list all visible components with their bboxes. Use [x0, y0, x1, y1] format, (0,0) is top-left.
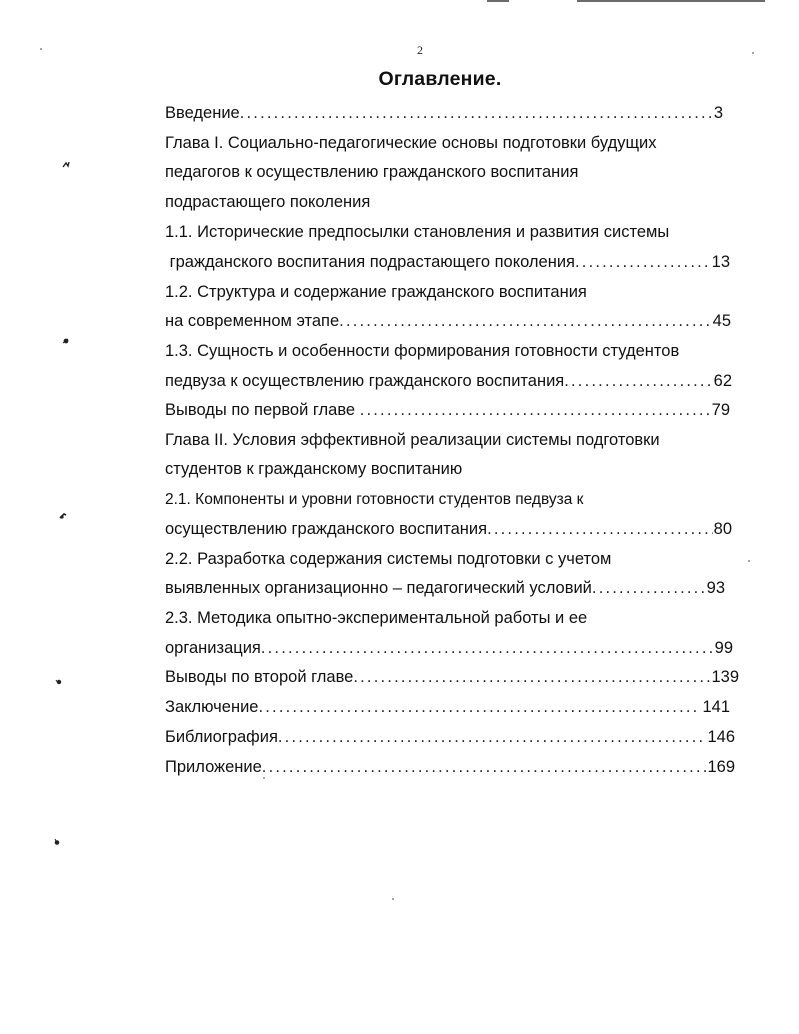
toc-appendix[interactable] — [165, 755, 735, 779]
toc-entry-text: Приложение — [165, 758, 262, 776]
binder-hole-mark-icon — [53, 838, 61, 846]
toc-entry-text: 2.1. Компоненты и уровни готовности студентов педвуза к — [165, 491, 584, 508]
toc-entry-page: 80 — [713, 520, 732, 538]
toc-section-2-3[interactable] — [165, 606, 745, 630]
toc-section-1-1-line — [165, 250, 730, 274]
toc-chapter-1-heading-line — [165, 160, 745, 184]
toc-section-2-2[interactable] — [165, 547, 745, 571]
toc-section-1-3[interactable] — [165, 339, 745, 363]
toc-entry-page: 141 — [702, 698, 730, 716]
toc-entry-text: на современном этапе — [165, 312, 340, 330]
binder-hole-mark-icon — [59, 512, 67, 520]
toc-entry-text: 2.3. Методика опытно-экспериментальной работы и ее — [165, 609, 588, 627]
toc-entry-page: 93 — [706, 579, 725, 597]
toc-entry-text: 2.2. Разработка содержания системы подготовки с учетом — [165, 550, 612, 568]
toc-entry-text: Глава I. Социально-педагогические основы подготовки будущих — [165, 134, 657, 152]
toc-conclusion[interactable] — [165, 695, 730, 719]
toc-conclusions-chapter-2[interactable] — [165, 665, 739, 689]
toc-dot-leader — [487, 517, 713, 541]
toc-chapter-1-heading-line — [165, 190, 745, 214]
toc-entry-page: 99 — [714, 639, 733, 657]
toc-entry-text: Выводы по первой главе — [165, 401, 360, 419]
toc-section-2-3-line — [165, 636, 733, 660]
toc-entry-page: 79 — [711, 401, 730, 419]
toc-entry-page: 13 — [711, 253, 730, 271]
toc-entry-text: Глава II. Условия эффективной реализации системы подготовки — [165, 431, 660, 449]
toc-section-2-1-line — [165, 517, 732, 541]
toc-dot-leader — [360, 398, 711, 422]
toc-entry-page: 169 — [707, 758, 735, 776]
toc-entry-text: подрастающего поколения — [165, 193, 371, 211]
page-number: 2 — [417, 43, 423, 57]
toc-dot-leader — [592, 576, 706, 600]
toc-entry-text: осуществлению гражданского воспитания — [165, 520, 488, 538]
toc-entry-text: выявленных организационно – педагогический условий — [165, 579, 592, 597]
toc-entry-text: Библиография — [165, 728, 278, 746]
toc-dot-leader — [278, 725, 707, 749]
toc-dot-leader — [339, 309, 711, 333]
toc-section-1-3-line — [165, 369, 732, 393]
toc-section-1-1[interactable] — [165, 220, 745, 244]
binder-hole-mark-icon — [62, 337, 70, 345]
toc-entry-text: гражданского воспитания подрастающего поколения — [165, 253, 575, 271]
toc-section-2-2-line — [165, 576, 725, 600]
toc-entry-page: 62 — [713, 372, 732, 390]
toc-entry-text: Введение — [165, 104, 240, 122]
toc-dot-leader — [240, 101, 713, 125]
toc-section-1-2[interactable] — [165, 280, 745, 304]
toc-bibliography[interactable] — [165, 725, 735, 749]
toc-entry-page: 45 — [712, 312, 731, 330]
toc-dot-leader — [261, 636, 714, 660]
toc-chapter-2-heading-line — [165, 457, 745, 481]
binder-hole-mark-icon — [62, 161, 70, 169]
binder-hole-mark-icon — [55, 678, 63, 686]
toc-entry-text: Заключение — [165, 698, 259, 716]
toc-entry-introduction[interactable] — [165, 101, 723, 125]
toc-chapter-1-heading[interactable] — [165, 131, 745, 155]
toc-entry-page: 139 — [711, 668, 739, 686]
toc-section-2-1[interactable] — [165, 487, 745, 511]
toc-dot-leader — [564, 369, 712, 393]
toc-dot-leader — [575, 250, 711, 274]
toc-entry-text: 1.2. Структура и содержание гражданского воспитания — [165, 283, 587, 301]
toc-conclusions-chapter-1[interactable] — [165, 398, 730, 422]
toc-dot-leader — [258, 695, 701, 719]
toc-entry-text: педагогов к осуществлению гражданского воспитания — [165, 163, 579, 181]
toc-entry-text: организация — [165, 639, 261, 657]
page-title: Оглавление. — [378, 68, 502, 90]
scan-speck — [748, 560, 750, 562]
scan-speck — [392, 898, 394, 900]
scan-top-line-short — [487, 0, 509, 2]
toc-entry-text: Выводы по второй главе — [165, 668, 354, 686]
scan-top-line-long — [577, 0, 765, 2]
toc-section-1-2-line — [165, 309, 731, 333]
toc-entry-text: 1.1. Исторические предпосылки становления и развития системы — [165, 223, 670, 241]
toc-dot-leader — [262, 755, 707, 779]
toc-entry-text: студентов к гражданскому воспитанию — [165, 460, 463, 478]
toc-entry-page: 3 — [713, 104, 723, 122]
toc-entry-text: 1.3. Сущность и особенности формирования готовности студентов — [165, 342, 680, 360]
toc-entry-page: 146 — [707, 728, 735, 746]
toc-entry-text: педвуза к осуществлению гражданского воспитания — [165, 372, 565, 390]
toc-dot-leader — [353, 665, 710, 689]
toc-chapter-2-heading[interactable] — [165, 428, 745, 452]
